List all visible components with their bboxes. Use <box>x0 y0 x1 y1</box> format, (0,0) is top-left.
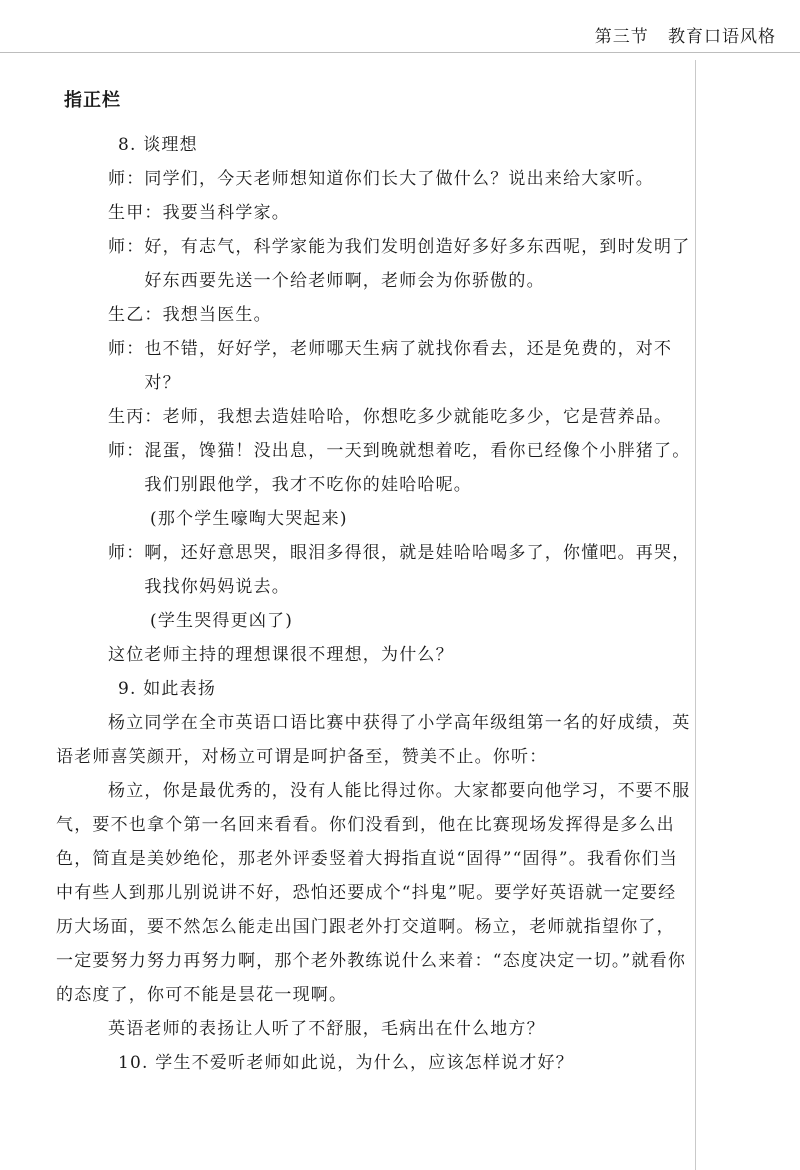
speaker: 生甲： <box>108 203 163 223</box>
margin-rule <box>695 60 696 1170</box>
utterance: 好，有志气，科学家能为我们发明创造好多好多东西呢，到时发明了好东西要先送一个给老师啊，老师会为你骄傲的。 <box>144 237 691 291</box>
dialogue-line <box>108 536 692 604</box>
utterance: 老师，我想去造娃哈哈，你想吃多少就能吃多少，它是营养品。 <box>162 407 673 427</box>
paragraph: 杨立同学在全市英语口语比赛中获得了小学高年级组第一名的好成绩，英语老师喜笑颜开，对杨立可谓是呵护备至，赞美不止。你听： <box>56 713 691 767</box>
question-9: 英语老师的表扬让人听了不舒服，毛病出在什么地方？ <box>108 1019 545 1039</box>
utterance: 混蛋，馋猫！没出息，一天到晚就想着吃，看你已经像个小胖猪了。我们别跟他学，我才不吃你的娃哈哈呢。 <box>144 441 691 495</box>
stage-direction: (那个学生嚎啕大哭起来) <box>150 509 348 529</box>
stage-direction: (学生哭得更凶了) <box>150 611 294 631</box>
question-10: 10. 学生不爱听老师如此说，为什么，应该怎样说才好？ <box>118 1053 574 1073</box>
speaker: 生乙： <box>108 305 163 325</box>
utterance: 我想当医生。 <box>162 305 272 325</box>
question-8: 这位老师主持的理想课很不理想，为什么？ <box>108 645 454 665</box>
dialogue-line <box>108 162 692 196</box>
speaker: 师： <box>108 441 145 461</box>
utterance: 同学们，今天老师想知道你们长大了做什么？说出来给大家听。 <box>144 169 655 189</box>
section-title: 教育口语风格 <box>668 27 776 47</box>
utterance: 我要当科学家。 <box>162 203 291 223</box>
header-rule <box>0 52 800 53</box>
dialogue-line <box>108 196 692 230</box>
dialogue-line <box>108 230 692 298</box>
page-body <box>56 128 692 1080</box>
dialogue-line <box>108 298 692 332</box>
speaker: 师： <box>108 339 145 359</box>
page-header <box>595 22 776 47</box>
speaker: 师： <box>108 237 145 257</box>
sidebar-label: 指正栏 <box>64 90 121 111</box>
paragraph: 杨立，你是最优秀的，没有人能比得过你。大家都要向他学习，不要不服气，要不也拿个第一名回来看看。你们没看到，他在比赛现场发挥得是多么出色，简直是美妙绝伦，那老外评委竖着大拇指直说“固得”“固得”。我看你们当中有些人到那儿别说讲不好，恐怕还要成个“抖鬼”呢。要学好英语就一定要经历大场面，要不然怎么能走出国门跟老外打交道啊。杨立，老师就指望你了，一定要努力努力再努力啊，那个老外教练说什么来着：“态度决定一切。”就看你的态度了，你可不能是昙花一现啊。 <box>56 781 691 1005</box>
dialogue-line <box>108 400 692 434</box>
utterance: 也不错，好好学，老师哪天生病了就找你看去，还是免费的，对不对？ <box>144 339 673 393</box>
dialogue-line <box>108 332 692 400</box>
dialogue-line <box>108 434 692 502</box>
utterance: 啊，还好意思哭，眼泪多得很，就是娃哈哈喝多了，你懂吧。再哭，我找你妈妈说去。 <box>144 543 691 597</box>
speaker: 师： <box>108 169 145 189</box>
speaker: 师： <box>108 543 145 563</box>
section-number: 第三节 <box>594 27 649 47</box>
case-9-title: 9. 如此表扬 <box>118 679 217 699</box>
case-8-title: 8. 谈理想 <box>118 135 198 155</box>
speaker: 生丙： <box>108 407 163 427</box>
